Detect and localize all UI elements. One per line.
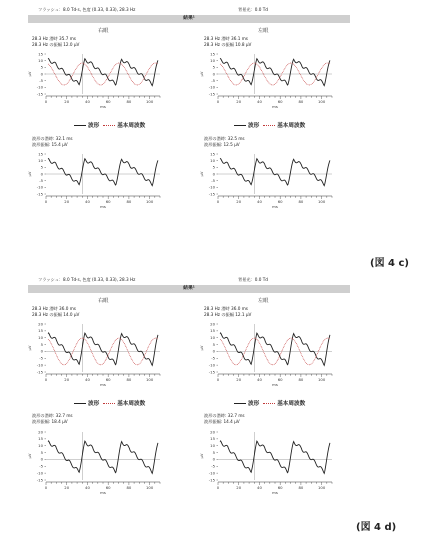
y-tick-label: 10 [38,57,43,63]
y-tick-label: -15 [36,369,43,375]
x-tick-label: 60 [277,377,283,382]
y-tick-label: 5 [40,341,43,347]
x-tick-label: 20 [236,99,242,104]
x-tick-label: 20 [236,485,242,490]
right-waveform-latency: 波形の潜時: 32.1 ms [32,136,73,141]
x-tick-label: 80 [298,485,304,490]
x-tick-label: 60 [277,99,283,104]
legend-fundamental-label: 基本周波数 [117,123,146,129]
right-eye-waveform-plot [28,428,168,496]
y-tick-label: 10 [38,157,43,163]
legend-right [74,399,145,407]
x-tick-label: 0 [44,485,48,490]
x-tick-label: 100 [318,377,326,382]
x-tick-label: 0 [216,485,220,490]
background-light: 背景光：0.0 Td [238,277,268,282]
waveform-swatch [74,403,86,404]
y-tick-label: 0 [212,71,215,77]
left-eye-label: 左眼 [258,28,269,34]
background-light: 背景光：0.0 Td [238,7,268,12]
y-tick-label: 5 [40,64,43,70]
y-tick-label: 20 [38,429,43,435]
legend-waveform-label: 波形 [248,401,260,407]
x-axis-label: ms [100,104,106,109]
left-waveform-amplitude: 波形振幅: 14.4 μV [204,419,240,424]
y-tick-label: -5 [211,463,215,469]
legend-fundamental-label: 基本周波数 [277,401,306,407]
x-tick-label: 0 [44,99,48,104]
x-tick-label: 40 [85,377,90,382]
x-axis-label: ms [272,204,278,209]
y-axis-label: μV [199,345,204,351]
x-tick-label: 80 [298,199,304,204]
y-tick-label: 20 [210,429,215,435]
right-amplitude: 28.3 Hz の振幅 14.0 μV [32,312,80,317]
x-tick-label: 100 [146,99,154,104]
x-tick-label: 60 [105,199,111,204]
x-axis-label: ms [272,104,278,109]
figure-4c-report [27,6,350,209]
y-tick-label: -10 [36,362,43,368]
x-tick-label: 20 [64,377,70,382]
right-waveform-amplitude: 波形振幅: 15.4 μV [32,142,68,147]
fundamental-swatch [103,403,115,404]
y-tick-label: -5 [211,355,215,361]
waveform-trace [48,441,158,473]
left-waveform-latency: 波形の潜時: 32.5 ms [204,136,245,141]
x-tick-label: 80 [126,199,132,204]
figure-4c-label: (図 4 c) [370,258,409,269]
y-tick-label: -10 [36,184,43,190]
legend-right [74,121,145,129]
x-tick-label: 100 [318,99,326,104]
y-axis-label: μV [27,345,32,351]
x-tick-label: 60 [105,377,111,382]
y-tick-label: -5 [39,177,43,183]
y-tick-label: 0 [40,348,43,354]
x-tick-label: 40 [85,99,90,104]
y-tick-label: 0 [40,71,43,77]
left-eye-fundamental-plot [200,50,340,110]
results-bar: 結果¹ [28,15,350,23]
y-tick-label: 10 [210,443,215,449]
x-tick-label: 20 [236,377,242,382]
x-tick-label: 40 [85,485,90,490]
y-tick-label: 0 [212,456,215,462]
stimulus-header [28,276,350,285]
right-eye-label: 右眼 [98,298,109,304]
left-amplitude: 28.3 Hz の振幅 12.1 μV [204,312,252,317]
y-tick-label: -5 [39,355,43,361]
y-tick-label: 15 [210,436,215,442]
waveform-trace [220,441,330,473]
y-axis-label: μV [199,171,204,177]
legend-left [234,399,305,407]
fundamental-swatch [263,125,275,126]
y-tick-label: 0 [40,456,43,462]
y-tick-label: 10 [38,335,43,341]
figure-4d-report [27,276,350,495]
x-axis-label: ms [272,490,278,495]
y-tick-label: -10 [36,470,43,476]
flash-settings: フラッシュ：8.0 Td·s, 色度 (0.33, 0.33), 28.3 Hz [38,7,136,12]
x-tick-label: 80 [298,377,304,382]
x-tick-label: 40 [85,199,90,204]
y-tick-label: -10 [36,84,43,90]
x-tick-label: 80 [298,99,304,104]
x-axis-label: ms [100,490,106,495]
right-amplitude: 28.3 Hz の振幅 12.0 μV [32,42,80,47]
waveform-swatch [234,125,246,126]
legend-fundamental-label: 基本周波数 [277,123,306,129]
left-latency: 28.3 Hz 潜時 36.0 ms [204,306,248,311]
right-eye-label: 右眼 [98,28,109,34]
x-tick-label: 100 [146,485,154,490]
x-tick-label: 100 [318,199,326,204]
right-eye-fundamental-metrics [32,306,79,318]
waveform-trace [220,159,330,186]
y-tick-label: 5 [40,164,43,170]
right-waveform-latency: 波形の潜時: 32.7 ms [32,413,73,418]
x-tick-label: 0 [44,377,48,382]
right-eye-waveform-plot [28,150,168,210]
y-tick-label: -5 [39,463,43,469]
x-tick-label: 80 [126,377,132,382]
y-tick-label: 0 [40,171,43,177]
x-tick-label: 60 [277,485,283,490]
results-bar: 結果¹ [28,285,350,293]
y-tick-label: -15 [36,191,43,197]
left-amplitude: 28.3 Hz の振幅 10.8 μV [204,42,252,47]
y-axis-label: μV [199,453,204,459]
x-tick-label: 40 [257,377,262,382]
waveform-trace [220,333,330,365]
x-tick-label: 20 [64,99,70,104]
right-eye-fundamental-metrics [32,36,79,48]
y-tick-label: -5 [211,177,215,183]
y-axis-label: μV [27,71,32,77]
y-tick-label: 5 [212,341,215,347]
left-waveform-amplitude: 波形振幅: 12.5 μV [204,142,240,147]
y-tick-label: 20 [210,321,215,327]
y-tick-label: 15 [38,51,43,57]
left-waveform-latency: 波形の潜時: 32.7 ms [204,413,245,418]
legend-waveform-label: 波形 [88,401,100,407]
right-latency: 28.3 Hz 潜時 35.7 ms [32,36,76,41]
x-tick-label: 40 [257,199,262,204]
y-tick-label: -10 [208,470,215,476]
y-tick-label: 5 [212,449,215,455]
x-tick-label: 100 [146,377,154,382]
x-tick-label: 0 [44,199,48,204]
y-tick-label: 15 [38,328,43,334]
y-tick-label: -5 [39,77,43,83]
y-tick-label: 10 [210,335,215,341]
waveform-swatch [234,403,246,404]
x-tick-label: 20 [64,199,70,204]
x-axis-label: ms [100,382,106,387]
y-tick-label: 10 [38,443,43,449]
y-tick-label: 0 [212,348,215,354]
y-tick-label: -15 [208,369,215,375]
y-tick-label: -15 [208,477,215,483]
left-eye-waveform-metrics [204,413,245,425]
left-eye-waveform-metrics [204,136,245,148]
fundamental-swatch [103,125,115,126]
legend-fundamental-label: 基本周波数 [117,401,146,407]
left-eye-fundamental-plot [200,320,340,388]
y-tick-label: 15 [38,436,43,442]
x-tick-label: 0 [216,99,220,104]
y-tick-label: 5 [212,164,215,170]
x-axis-label: ms [272,382,278,387]
y-tick-label: -10 [208,184,215,190]
y-tick-label: -10 [208,362,215,368]
y-tick-label: -15 [36,477,43,483]
x-tick-label: 0 [216,199,220,204]
waveform-trace [48,159,158,186]
right-eye-waveform-metrics [32,136,73,148]
x-tick-label: 60 [277,199,283,204]
y-tick-label: 5 [40,449,43,455]
y-tick-label: -10 [208,84,215,90]
y-axis-label: μV [27,171,32,177]
x-tick-label: 20 [236,199,242,204]
legend-waveform-label: 波形 [248,123,260,129]
y-tick-label: -5 [211,77,215,83]
x-tick-label: 60 [105,99,111,104]
fundamental-swatch [263,403,275,404]
x-tick-label: 40 [257,99,262,104]
left-eye-waveform-plot [200,428,340,496]
right-eye-fundamental-plot [28,50,168,110]
y-tick-label: 10 [210,157,215,163]
y-axis-label: μV [27,453,32,459]
y-axis-label: μV [199,71,204,77]
right-eye-waveform-metrics [32,413,73,425]
x-tick-label: 0 [216,377,220,382]
y-tick-label: 15 [38,151,43,157]
x-axis-label: ms [100,204,106,209]
flash-settings: フラッシュ：8.0 Td·s, 色度 (0.33, 0.33), 28.3 Hz [38,277,136,282]
x-tick-label: 80 [126,485,132,490]
x-tick-label: 80 [126,99,132,104]
right-eye-fundamental-plot [28,320,168,388]
y-tick-label: -15 [208,191,215,197]
x-tick-label: 60 [105,485,111,490]
left-eye-waveform-plot [200,150,340,210]
figure-4d-label: (図 4 d) [356,522,397,533]
waveform-swatch [74,125,86,126]
y-tick-label: 0 [212,171,215,177]
x-tick-label: 100 [318,485,326,490]
left-eye-fundamental-metrics [204,306,251,318]
left-eye-fundamental-metrics [204,36,251,48]
waveform-trace [48,333,158,365]
left-eye-label: 左眼 [258,298,269,304]
x-tick-label: 20 [64,485,70,490]
y-tick-label: 15 [210,51,215,57]
y-tick-label: 10 [210,57,215,63]
legend-left [234,121,305,129]
right-latency: 28.3 Hz 潜時 36.0 ms [32,306,76,311]
left-latency: 28.3 Hz 潜時 36.1 ms [204,36,248,41]
right-waveform-amplitude: 波形振幅: 18.4 μV [32,419,68,424]
y-tick-label: -15 [208,91,215,97]
waveform-trace [48,59,158,86]
y-tick-label: 5 [212,64,215,70]
x-tick-label: 100 [146,199,154,204]
y-tick-label: 20 [38,321,43,327]
legend-waveform-label: 波形 [88,123,100,129]
stimulus-header [28,6,350,15]
x-tick-label: 40 [257,485,262,490]
y-tick-label: 15 [210,328,215,334]
waveform-trace [220,59,330,86]
y-tick-label: -15 [36,91,43,97]
y-tick-label: 15 [210,151,215,157]
